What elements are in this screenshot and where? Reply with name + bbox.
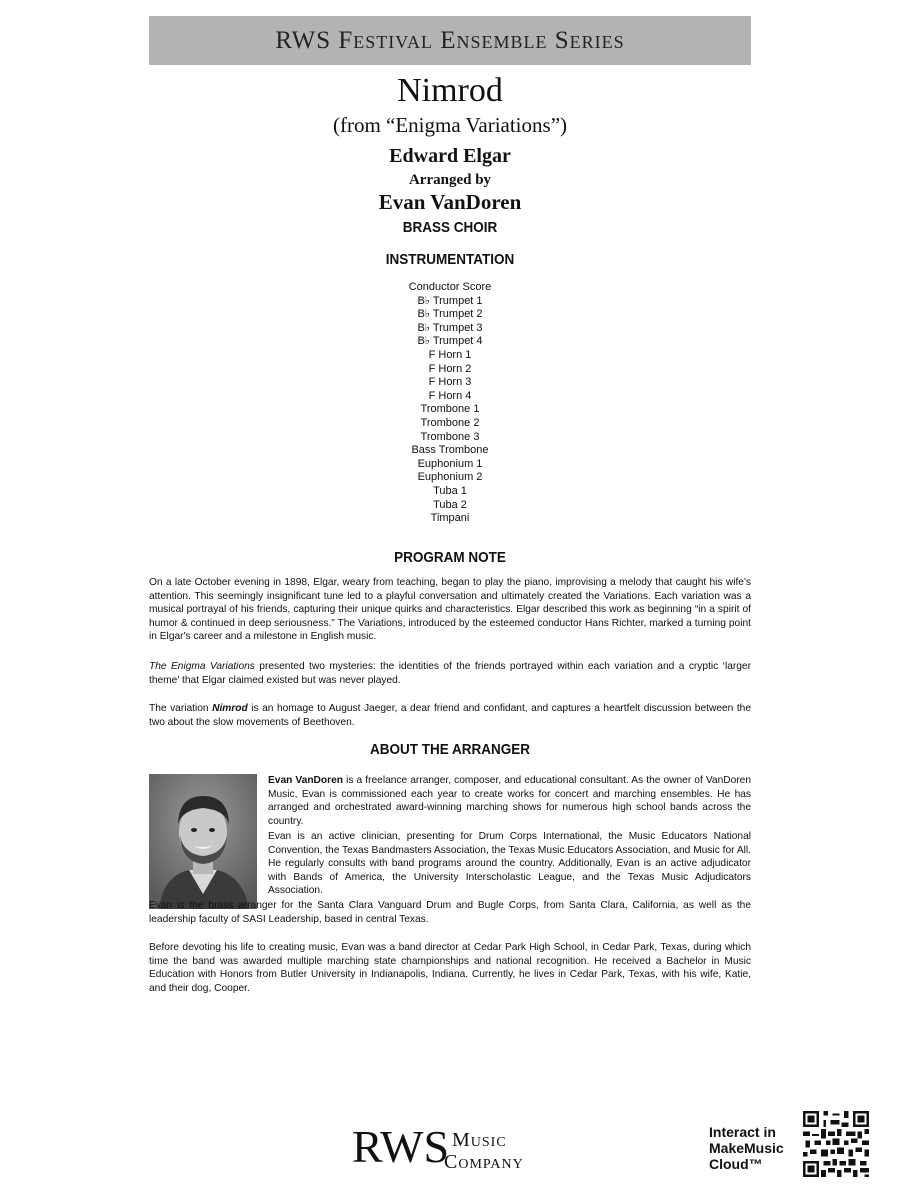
composer-name: Edward Elgar xyxy=(389,145,511,167)
program-note-paragraph-3-text: is an homage to August Jaeger, a dear friend and confidant, and captures a heartfelt discussion between the two about the slow movements of Beethoven. xyxy=(149,703,751,728)
arranger-name: Evan VanDoren xyxy=(378,190,522,214)
arranger-portrait-icon xyxy=(149,774,257,909)
instrumentation-heading: INSTRUMENTATION xyxy=(385,251,515,268)
instrument-item: Euphonium 2 xyxy=(417,471,483,484)
about-paragraph-2: Evan is an active clinician, presenting for Drum Corps International, the Music Educators National Convention, the Texas Bandmasters Association, the Texas Music Educators Association, and Music for All. He regularly consults with band programs around the country. Additionally, Evan is an active adjudicator with Bands of America, the University Interscholastic League, and the Texas Music Adjudicators Association. xyxy=(268,831,751,897)
series-banner-text: RWS Festival Ensemble Series xyxy=(275,26,625,54)
instrument-item: Trombone 3 xyxy=(420,430,480,443)
nimrod-emphasis: Nimrod xyxy=(212,703,248,714)
interact-line-3: Cloud™ xyxy=(709,1156,763,1172)
about-paragraph-4: Before devoting his life to creating music, Evan was a band director at Cedar Park High School, in Cedar Park, Texas, during which time the band was awarded multiple marching state championships and national recognition. He received a Bachelor in Music Education with Honors from Butler University in Indianapolis, Indiana. Currently, he lives in Cedar Park, Texas, with his wife, Katie, and their dog, Cooper. xyxy=(149,942,751,994)
instrument-item: B♭ Trumpet 4 xyxy=(417,335,483,348)
logo-company-text: Company xyxy=(444,1151,524,1173)
instrument-item: F Horn 1 xyxy=(428,348,472,361)
about-paragraph-3: Evan is the brass arranger for the Santa Clara Vanguard Drum and Bugle Corps, from Santa Clara, California, as well as the leadership faculty of SASI Leadership, based in central Texas. xyxy=(149,900,751,925)
about-paragraph-1-text: is a freelance arranger, composer, and educational consultant. As the owner of VanDoren Music, Evan is commissioned each year to create works for concert and marching ensembles. He has arranged and orchestrated award-winning marching shows for numerous high school bands across the country. xyxy=(268,775,752,827)
ensemble-type: BRASS CHOIR xyxy=(402,219,498,236)
arranger-photo xyxy=(149,774,257,909)
instrument-item: F Horn 3 xyxy=(428,376,472,389)
enigma-title-italic: The Enigma Variations xyxy=(149,661,255,672)
interact-line-1: Interact in xyxy=(709,1124,776,1140)
instrument-item: B♭ Trumpet 2 xyxy=(417,308,483,321)
instrument-item: B♭ Trumpet 3 xyxy=(417,321,483,334)
instrumentation-list xyxy=(0,281,900,526)
about-paragraph-1 xyxy=(268,774,751,828)
instrument-item: B♭ Trumpet 1 xyxy=(417,294,483,307)
program-note-paragraph-1: On a late October evening in 1898, Elgar, weary from teaching, began to play the piano, improvising a melody that caught his wife's attention. This seemingly insignificant tune led to a playful conversation and ultimately created the Variations. Each variation was a musical portrayal of his friends, capturing their unique quirks and characteristics. Elgar described this work as beginning “in a spirit of humor & continued in deep seriousness.” The Variations, introduced by the esteemed conductor Hans Richter, marked a turning point in Elgar's career and a milestone in English music. xyxy=(149,577,751,643)
instrument-item: Trombone 2 xyxy=(420,416,480,429)
about-arranger-heading: ABOUT THE ARRANGER xyxy=(369,741,531,758)
qr-code-icon[interactable] xyxy=(803,1111,869,1177)
instrument-item: F Horn 4 xyxy=(428,389,472,402)
program-note-heading: PROGRAM NOTE xyxy=(394,549,506,566)
arranged-by-label: Arranged by xyxy=(408,172,492,188)
piece-subtitle: (from “Enigma Variations”) xyxy=(332,113,568,137)
instrument-item: Trombone 1 xyxy=(420,403,480,416)
instrument-item: Tuba 1 xyxy=(433,484,467,497)
interact-line-2: MakeMusic xyxy=(709,1140,784,1156)
program-note-paragraph-3-lead: The variation xyxy=(149,703,213,714)
arranger-name-inline: Evan VanDoren xyxy=(268,775,343,786)
program-note-paragraph-2 xyxy=(149,660,751,687)
program-note-paragraph-3 xyxy=(149,702,751,729)
logo-monogram: RWS xyxy=(352,1121,450,1172)
rws-music-company-logo xyxy=(352,1112,552,1178)
instrument-item: Conductor Score xyxy=(408,281,492,293)
instrument-item: F Horn 2 xyxy=(428,362,472,375)
instrument-item: Timpani xyxy=(430,512,470,525)
instrument-item: Bass Trombone xyxy=(411,444,489,457)
makemusic-cloud-label xyxy=(709,1124,784,1172)
series-banner xyxy=(149,16,751,65)
instrument-item: Euphonium 1 xyxy=(417,457,483,470)
piece-title: Nimrod xyxy=(397,72,503,109)
program-note-paragraph-2-text: presented two mysteries: the identities of the friends portrayed within each variation and a cryptic ‘larger theme’ that Elgar claimed existed but was never played. xyxy=(149,661,751,686)
instrument-item: Tuba 2 xyxy=(433,498,467,511)
logo-music-text: Music xyxy=(452,1129,507,1151)
